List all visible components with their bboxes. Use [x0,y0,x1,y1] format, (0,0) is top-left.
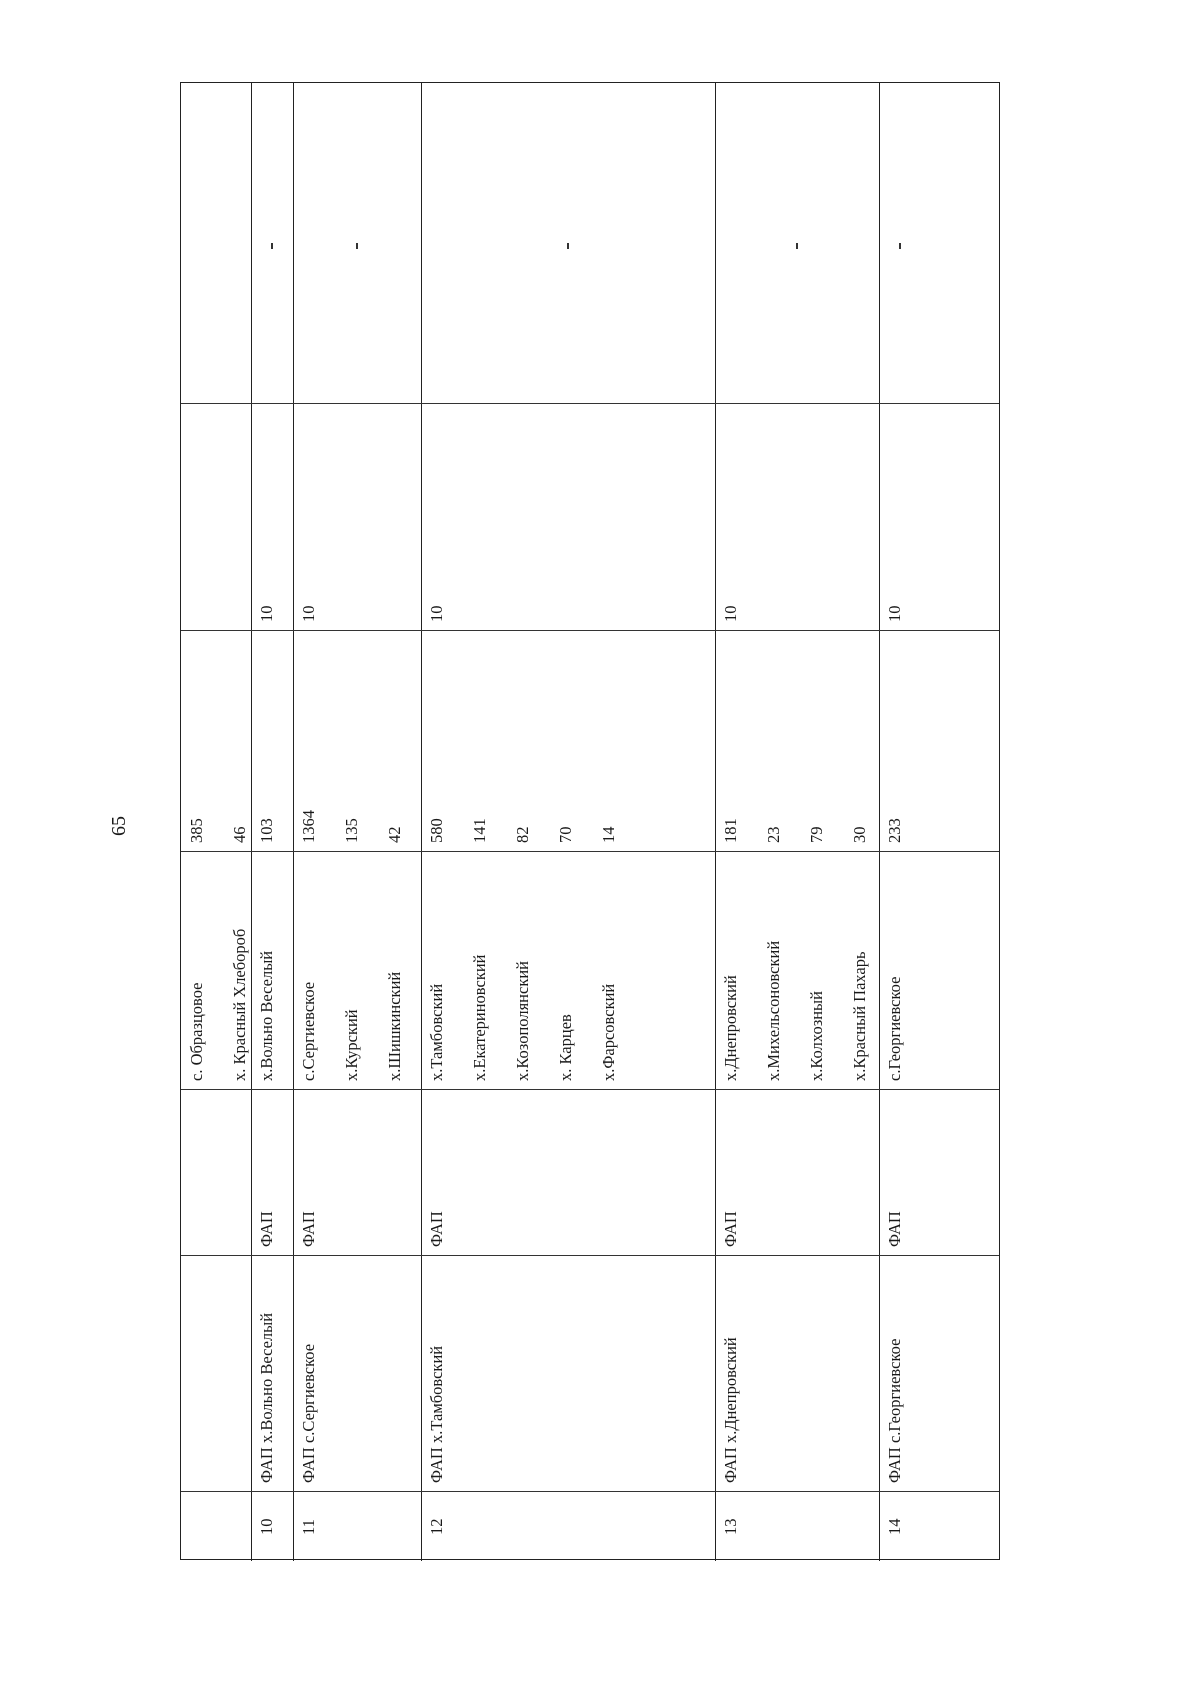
row-divider [715,83,716,1561]
column-divider [181,630,999,631]
locality-name: х. Карцев [556,1014,575,1081]
facility-type: ФАП [299,1211,318,1247]
column-divider [181,851,999,852]
locality-name: х.Екатериновский [470,954,489,1081]
row-divider [293,83,294,1561]
locality-population: 1364 [299,810,318,843]
column-divider [181,1255,999,1256]
staff-count: 10 [299,605,318,622]
facility-name: ФАП х.Вольно Веселый [257,1312,276,1483]
facilities-table [180,82,1000,1560]
locality-name: х.Колхозный [807,991,826,1081]
locality-population: 70 [556,826,575,843]
locality-population: 23 [764,826,783,843]
locality-population: 103 [257,818,276,843]
locality-name: х.Курский [342,1009,361,1081]
empty-cell-dash [796,243,798,249]
locality-name: х.Красный Пахарь [850,951,869,1081]
locality-name: х.Днепровский [721,975,740,1081]
empty-cell-dash [567,243,569,249]
empty-cell-dash [356,243,358,249]
row-divider [879,83,880,1561]
facility-name: ФАП с.Георгиевское [885,1338,904,1483]
row-divider [421,83,422,1561]
facility-type: ФАП [885,1211,904,1247]
locality-population: 233 [885,818,904,843]
row-number: 13 [721,1518,740,1535]
staff-count: 10 [427,605,446,622]
facility-type: ФАП [257,1211,276,1247]
staff-count: 10 [257,605,276,622]
facility-name: ФАП х.Тамбовский [427,1345,446,1483]
locality-population: 141 [470,818,489,843]
locality-name: х.Фарсовский [599,983,618,1081]
row-number: 11 [299,1519,318,1535]
locality-name: с. Образцовое [187,982,206,1081]
column-divider [181,1089,999,1090]
page-number: 65 [108,816,130,836]
facility-name: ФАП с.Сергиевское [299,1343,318,1483]
staff-count: 10 [885,605,904,622]
staff-count: 10 [721,605,740,622]
locality-name: х.Михельсоновский [764,940,783,1081]
row-number: 14 [885,1518,904,1535]
locality-population: 82 [513,826,532,843]
locality-population: 46 [230,826,249,843]
locality-population: 30 [850,826,869,843]
locality-population: 385 [187,818,206,843]
locality-name: х.Козополянский [513,961,532,1081]
locality-name: с.Сергиевское [299,981,318,1081]
locality-name: х. Красный Хлебороб [230,928,249,1081]
locality-population: 580 [427,818,446,843]
locality-name: х.Тамбовский [427,983,446,1081]
row-number: 10 [257,1518,276,1535]
locality-population: 181 [721,818,740,843]
facility-type: ФАП [427,1211,446,1247]
empty-cell-dash [271,243,273,249]
locality-name: с.Георгиевское [885,976,904,1081]
locality-population: 135 [342,818,361,843]
column-divider [181,403,999,404]
row-divider [251,83,252,1561]
facility-name: ФАП х.Днепровский [721,1337,740,1483]
empty-cell-dash [899,243,901,249]
locality-population: 14 [599,826,618,843]
locality-name: х.Вольно Веселый [257,950,276,1081]
facility-type: ФАП [721,1211,740,1247]
column-divider [181,1491,999,1492]
locality-population: 42 [385,826,404,843]
locality-name: х.Шишкинский [385,971,404,1081]
row-number: 12 [427,1518,446,1535]
locality-population: 79 [807,826,826,843]
